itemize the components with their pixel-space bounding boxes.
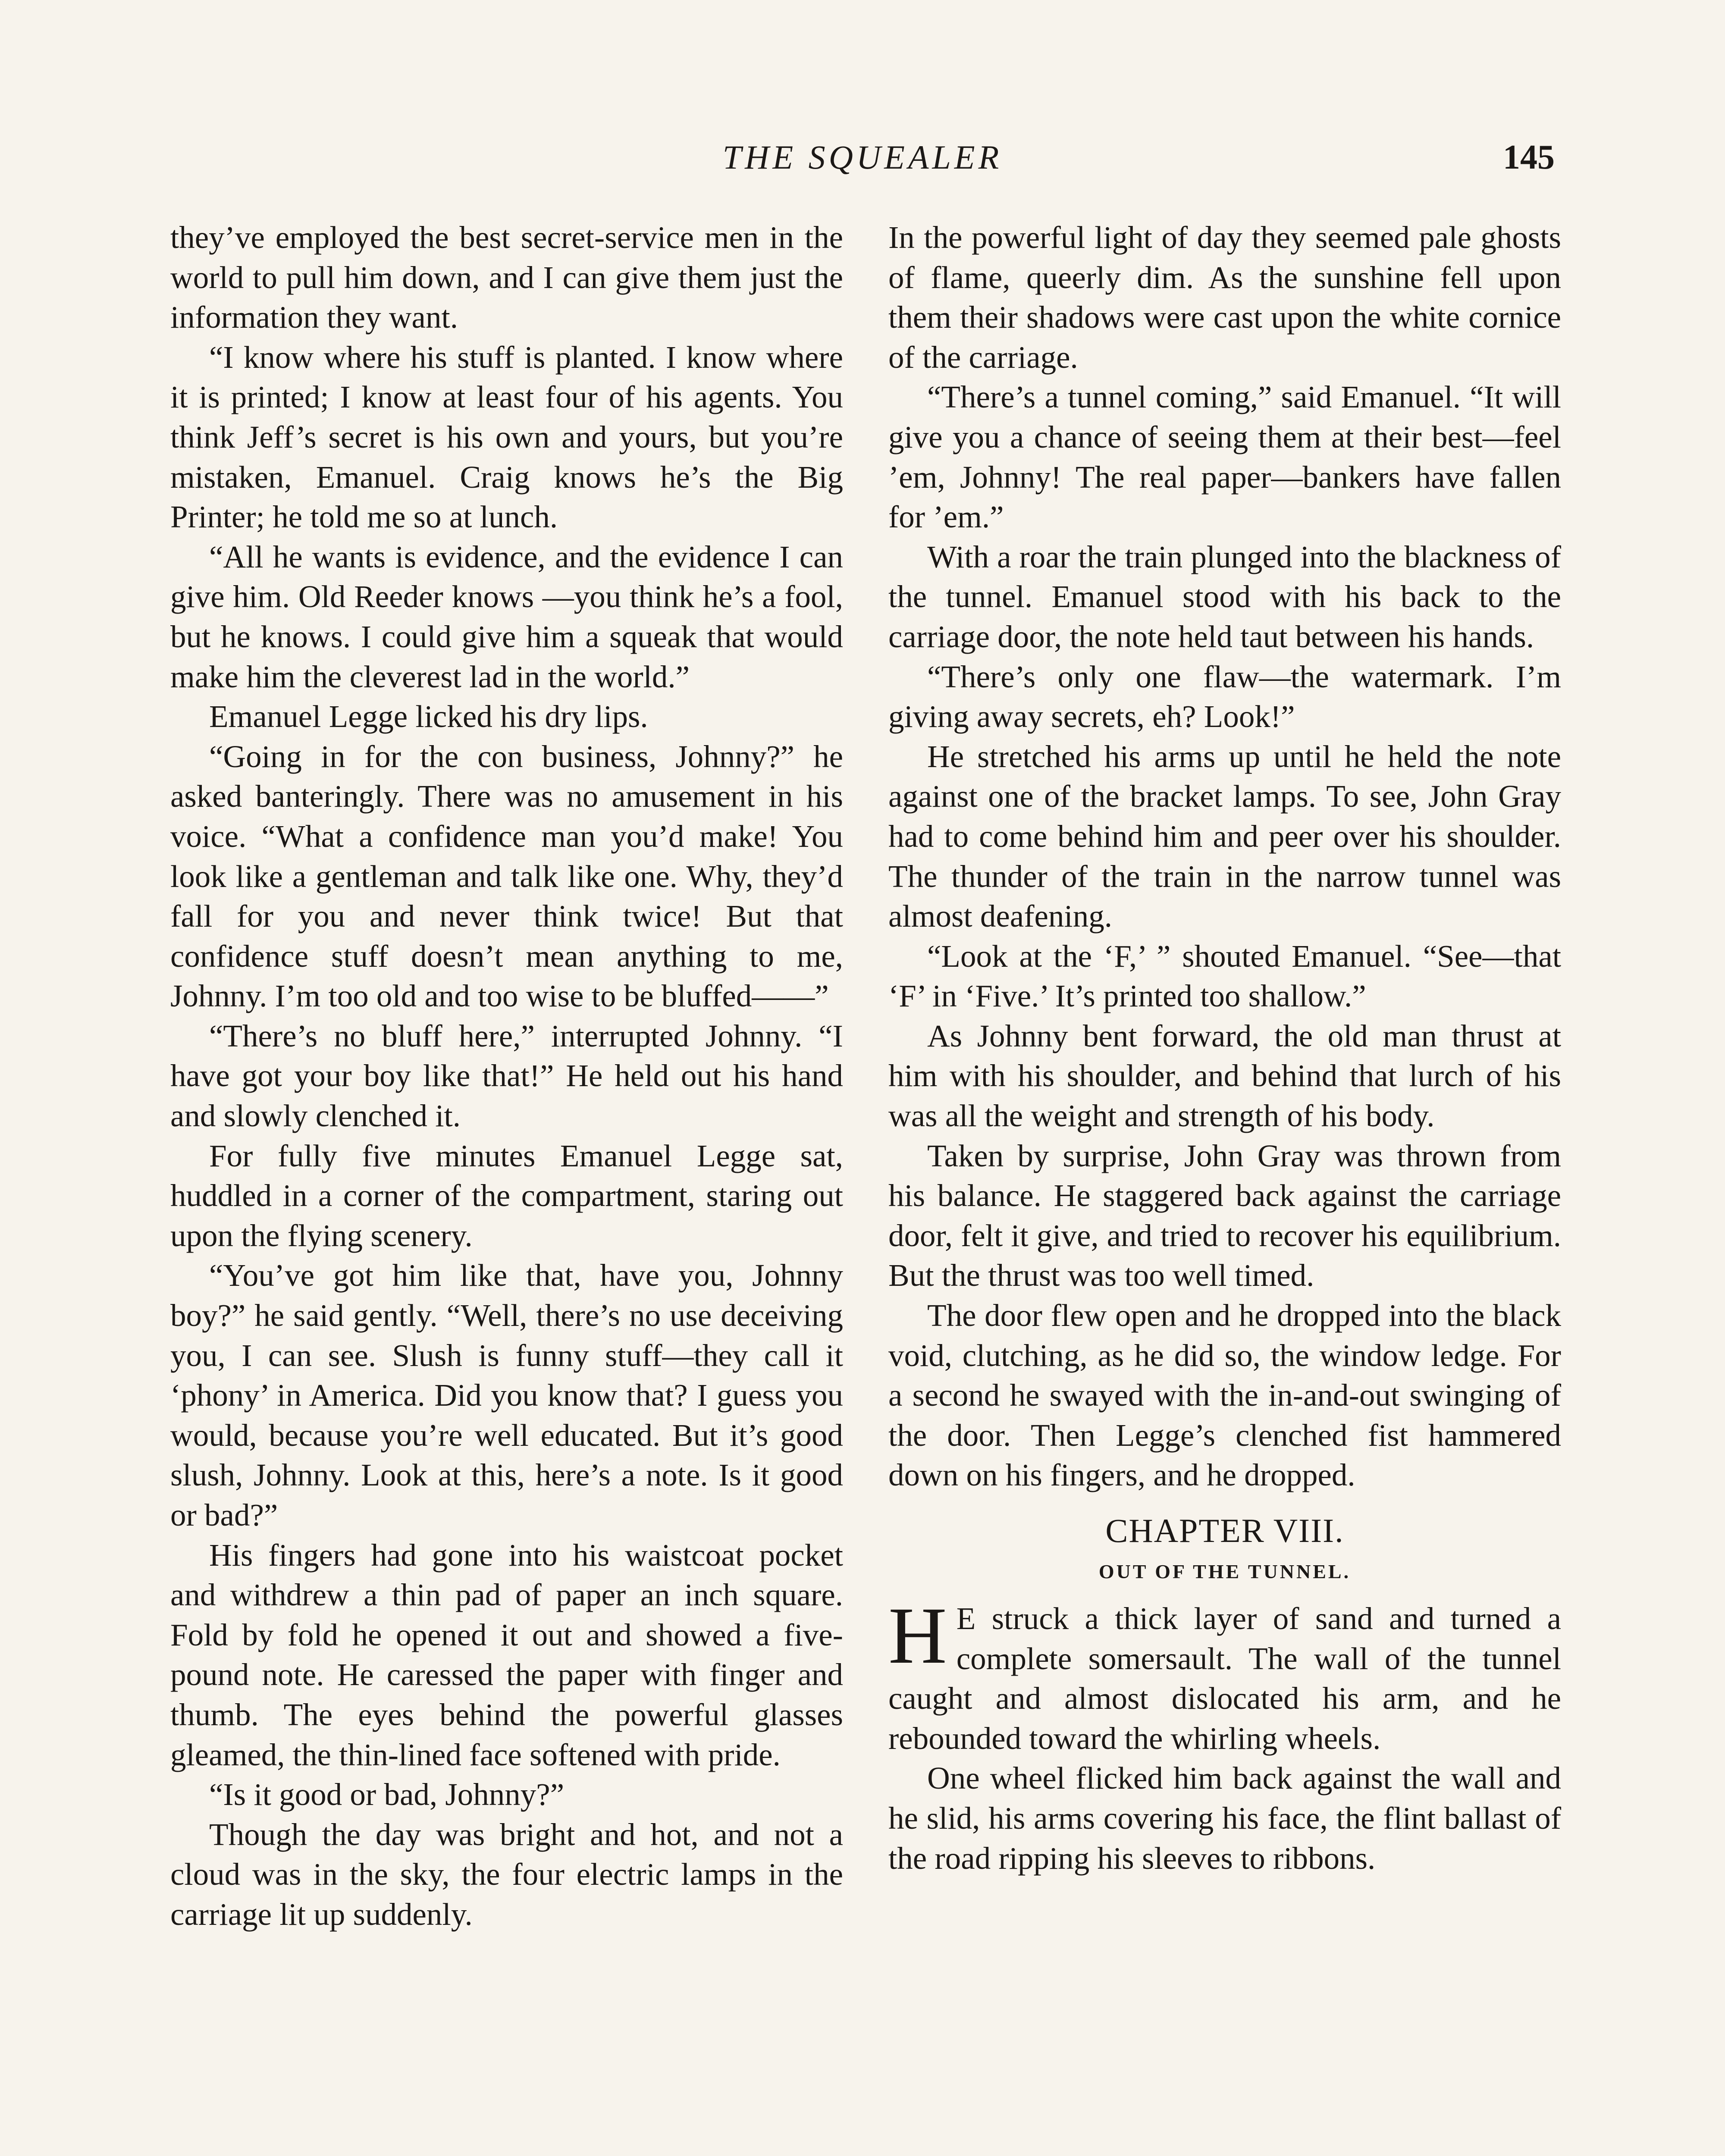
paragraph: “Going in for the con business, Johnny?” he asked banteringly. There was no amusement in his voice. “What a confidence man you’d make! You look like a gentleman and talk like one. Why, they’d fall for you and never think twice! But that confidence stuff doesn’t mean anything to me, Johnny. I’m too old and too wise to be bluffed——” — [170, 739, 843, 1014]
paragraph: Though the day was bright and hot, and not a cloud was in the sky, the four electric lamps in the carriage lit up suddenly. — [170, 1817, 843, 1932]
chapter-first-paragraph — [888, 1590, 1561, 1758]
paragraph: He stretched his arms up until he held the note against one of the bracket lamps. To see, John Gray had to come behind him and peer over his shoulder. The thunder of the train in the narrow tunnel was almost deafening. — [888, 739, 1561, 934]
paragraph: “Look at the ‘F,’ ” shouted Emanuel. “See—that ‘F’ in ‘Five.’ It’s printed too shallow.” — [888, 938, 1561, 1014]
paragraph: One wheel flicked him back against the wall and he slid, his arms covering his face, the flint ballast of the road ripping his sleeves to ribbons. — [888, 1761, 1561, 1876]
paragraph: The door flew open and he dropped into the black void, clutching, as he did so, the window ledge. For a second he swayed with the in-and-out swinging of the door. Then Legge’s clenched fist hammered down on his fingers, and he dropped. — [888, 1298, 1561, 1493]
drop-cap: H — [888, 1590, 947, 1680]
paragraph: “All he wants is evidence, and the evidence I can give him. Old Reeder knows —you think he’s a fool, but he knows. I could give him a squeak that would make him the cleverest lad in the world.” — [170, 539, 843, 694]
right-column — [888, 218, 1561, 1878]
paragraph: “There’s only one flaw—the watermark. I’m giving away secrets, eh? Look!” — [888, 659, 1561, 734]
paragraph: “Is it good or bad, Johnny?” — [209, 1777, 565, 1812]
running-title: THE SQUEALER — [722, 138, 1003, 176]
paragraph: “I know where his stuff is planted. I know where it is printed; I know at least four of his agents. You think Jeff’s secret is his own and yours, but you’re mistaken, Emanuel. Craig knows he’s the Big Printer; he told me so at lunch. — [170, 339, 843, 535]
paragraph: they’ve employed the best secret-service men in the world to pull him down, and I can give them just the information they want. — [170, 220, 843, 335]
paragraph: “There’s no bluff here,” interrupted Johnny. “I have got your boy like that!” He held out his hand and slowly clenched it. — [170, 1018, 843, 1134]
paragraph: With a roar the train plunged into the blackness of the tunnel. Emanuel stood with his back to the carriage door, the note held taut between his hands. — [888, 539, 1561, 654]
paragraph: As Johnny bent forward, the old man thrust at him with his shoulder, and behind that lurch of his was all the weight and strength of his body. — [888, 1018, 1561, 1134]
paragraph: His fingers had gone into his waistcoat pocket and withdrew a thin pad of paper an inch square. Fold by fold he opened it out and showed a five-pound note. He caressed the paper with finger and thumb. The eyes behind the powerful glasses gleamed, the thin-lined face softened with pride. — [170, 1537, 843, 1772]
left-column — [170, 218, 843, 1935]
chapter-title: CHAPTER VIII. — [1105, 1512, 1344, 1549]
page-header — [170, 138, 1555, 185]
paragraph: Emanuel Legge licked his dry lips. — [209, 699, 648, 734]
chapter-subtitle: OUT OF THE TUNNEL. — [1098, 1561, 1351, 1583]
first-paragraph-text: E struck a thick layer of sand and turned a complete somersault. The wall of the tunnel caught and almost dislocated his arm, and he rebounded toward the whirling wheels. — [888, 1601, 1561, 1756]
paragraph: “You’ve got him like that, have you, Johnny boy?” he said gently. “Well, there’s no use deceiving you, I can see. Slush is funny stuff—they call it ‘phony’ in America. Did you know that? I guess you would, because you’re well educated. But it’s good slush, Johnny. Look at this, here’s a note. Is it good or bad?” — [170, 1258, 843, 1532]
paragraph: Taken by surprise, John Gray was thrown from his balance. He staggered back against the carriage door, felt it give, and tried to recover his equilibrium. But the thrust was too well timed. — [888, 1138, 1561, 1293]
paragraph: In the powerful light of day they seemed pale ghosts of flame, queerly dim. As the sunshine fell upon them their shadows were cast upon the white cornice of the carriage. — [888, 220, 1561, 375]
page-number: 145 — [1503, 138, 1555, 176]
paragraph: “There’s a tunnel coming,” said Emanuel. “It will give you a chance of seeing them at their best—feel ’em, Johnny! The real paper—bankers have fallen for ’em.” — [888, 379, 1561, 535]
paragraph: For fully five minutes Emanuel Legge sat, huddled in a corner of the compartment, staring out upon the flying scenery. — [170, 1138, 843, 1253]
